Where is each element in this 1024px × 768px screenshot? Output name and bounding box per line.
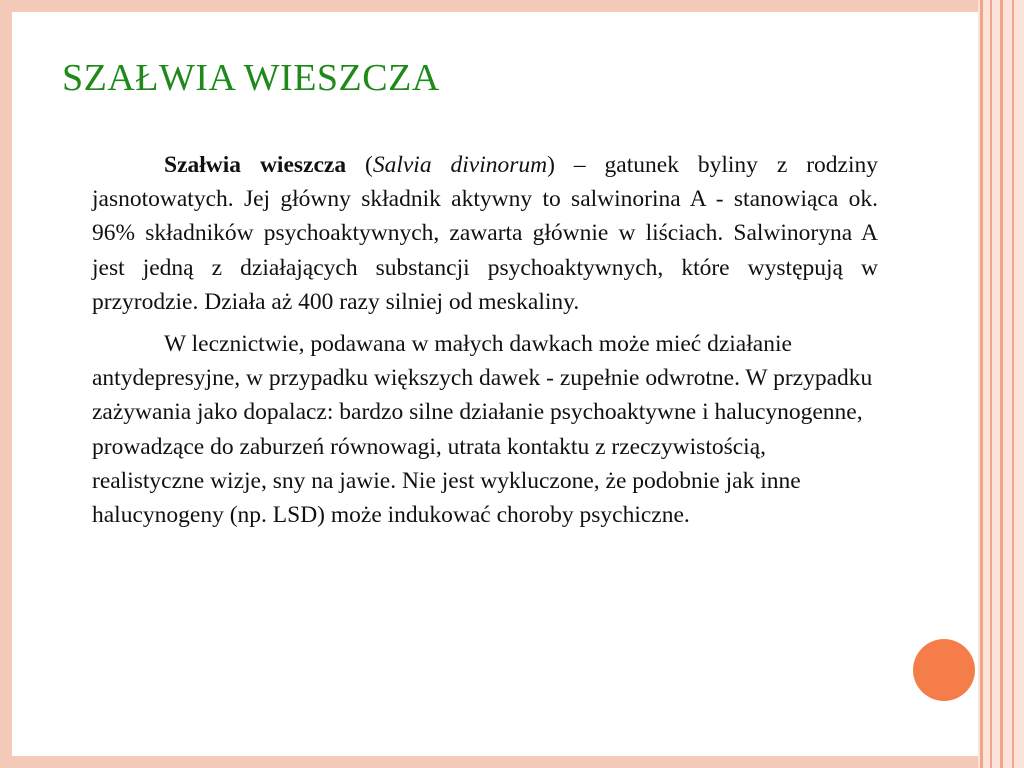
stripe: [1012, 0, 1014, 768]
paragraph-definition: [92, 148, 878, 319]
slide-title: SZAŁWIA WIESZCZA: [62, 57, 440, 99]
term-name: Szałwia wieszcza: [164, 152, 347, 178]
latin-name: Salvia divinorum: [372, 152, 548, 178]
decorative-stripes: [978, 0, 1024, 768]
stripe: [1000, 0, 1003, 768]
stripe: [980, 0, 983, 768]
accent-circle: [913, 639, 975, 701]
stripe: [990, 0, 992, 768]
slide-body: [92, 148, 878, 532]
paragraph-effects: W lecznictwie, podawana w małych dawkach może mieć działanie antydepresyjne, w przypadku większych dawek - zupełnie odwrotne. W przypadku zażywania jako dopalacz: bardzo silne działanie psychoaktywne i halucynogenne, prowadzące do zaburzeń równowagi, utrata kontaktu z rzeczywistością, realistyczne wizje, sny na jawie. Nie jest wykluczone, że podobnie jak inne halucynogeny (np. LSD) może indukować choroby psychiczne.: [92, 331, 873, 529]
definition-text: ) – gatunek byliny z rodziny jasnotowatych. Jej główny składnik aktywny to salwinorina A - stanowiąca ok. 96% składników psychoaktywnych, zawarta głównie w liściach. Salwinoryna A jest jedną z działających substancji psychoaktywnych, które występują w przyrodzie. Działa aż 400 razy silniej od meskaliny.: [92, 152, 879, 315]
open-paren: (: [346, 152, 373, 178]
